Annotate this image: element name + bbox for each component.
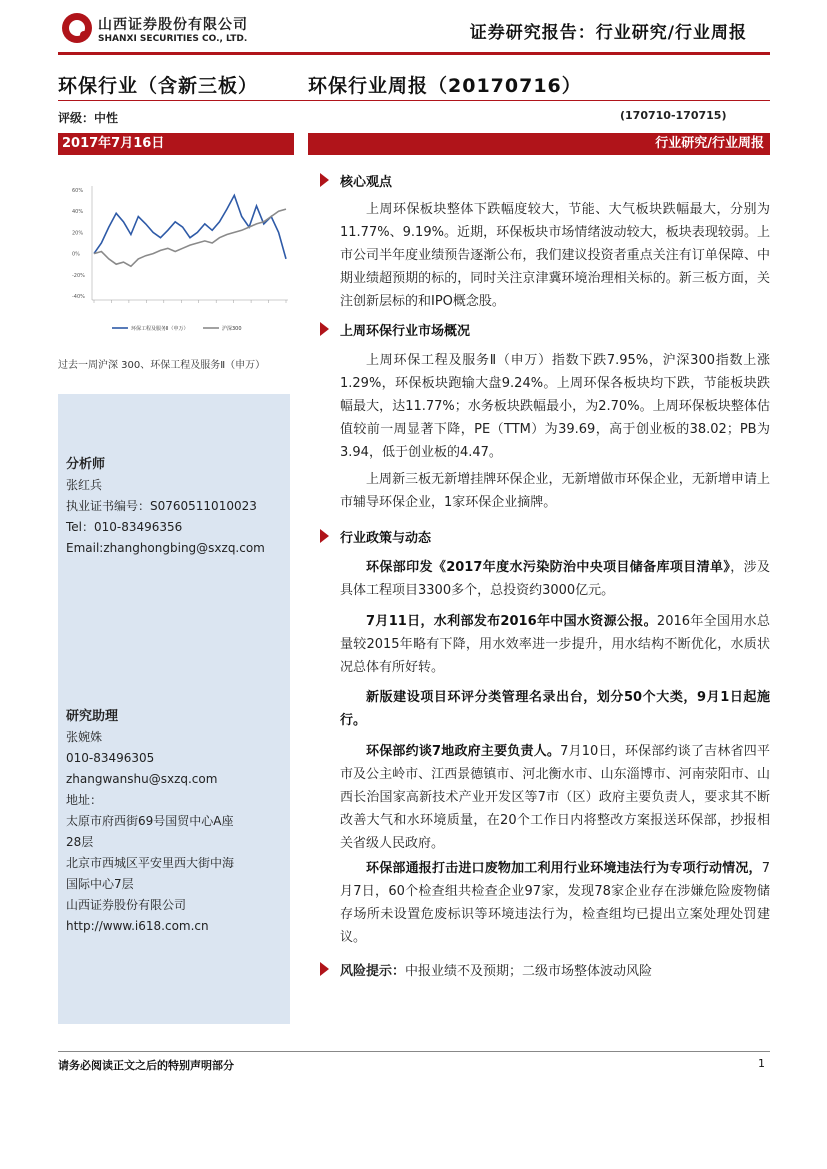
header-rule <box>58 52 770 55</box>
section-market-heading: 上周环保行业市场概况 <box>340 320 470 339</box>
title-rule <box>58 100 770 101</box>
company-logo <box>62 13 92 43</box>
report-category: 行业研究/行业周报 <box>308 133 770 155</box>
y-tick-label: 0% <box>72 251 80 258</box>
analyst-panel <box>58 394 290 1024</box>
address-label: 地址： <box>66 793 103 807</box>
section-policy-heading: 行业政策与动态 <box>340 527 431 546</box>
policy-item-4: 环保部约谈7地政府主要负责人。7月10日，环保部约谈了吉林省四平市及公主岭市、江西景德镇市、河北衡水市、山东淄博市、河南荥阳市、山西长治国家高新技术产业开发区等7市（区）政府主要负责人，要求其不断改善大气和水环境质量，在20个工作日内将整改方案报送环保部，抄报相关省级人民政府。 <box>340 744 770 851</box>
policy-item-1: 环保部印发《2017年度水污染防治中央项目储备库项目清单》，涉及具体工程项目3300多个，总投资约3000亿元。 <box>340 560 770 598</box>
analyst-tel: Tel：010-83496356 <box>66 520 183 534</box>
section-bullet-icon <box>320 322 329 336</box>
series-line-environment <box>94 195 286 259</box>
market-paragraph-2: 上周新三板无新增挂牌环保企业，无新增做市环保企业，无新增申请上市辅导环保企业，1家环保企业摘牌。 <box>340 472 770 510</box>
y-tick-label: 60% <box>72 188 84 194</box>
analyst-heading: 分析师 <box>66 457 106 472</box>
page-number: 1 <box>758 1057 765 1070</box>
address-1-line-1: 太原市府西街69号国贸中心A座 <box>66 814 234 828</box>
address-1-line-2: 28层 <box>66 835 94 849</box>
section-bullet-icon <box>320 529 329 543</box>
chart-caption: 过去一周沪深 300、环保工程及服务Ⅱ（申万） <box>58 360 266 371</box>
legend-entry-environment: 环保工程及服务Ⅱ（申万） <box>131 326 189 332</box>
footer-rule <box>58 1051 770 1052</box>
assistant-heading: 研究助理 <box>66 709 119 724</box>
assistant-tel: 010-83496305 <box>66 751 155 765</box>
company-url[interactable]: http://www.i618.com.cn <box>66 919 209 933</box>
analyst-name: 张红兵 <box>66 478 103 492</box>
section-bullet-icon <box>320 962 329 976</box>
section-core-heading: 核心观点 <box>340 171 392 190</box>
period: (170710-170715) <box>620 109 727 122</box>
risk-warning: 风险提示：中报业绩不及预期；二级市场整体波动风险 <box>340 960 652 979</box>
assistant-name: 张婉姝 <box>66 730 103 744</box>
policy-item-3: 新版建设项目环评分类管理名录出台，划分50个大类，9月1日起施行。 <box>340 690 770 728</box>
policy-item-2: 7月11日，水利部发布2016年中国水资源公报。2016年全国用水总量较2015年略有下降，用水效率进一步提升，用水结构不断优化，水质状况总体有所好转。 <box>340 614 770 675</box>
assistant-email: zhangwanshu@sxzq.com <box>66 772 218 786</box>
y-tick-label: -20% <box>72 272 85 279</box>
analyst-license: 执业证书编号：S0760511010023 <box>66 499 257 513</box>
legend-entry-hs300: 沪深300 <box>222 326 242 332</box>
address-2-line-2: 国际中心7层 <box>66 877 134 891</box>
performance-chart <box>58 178 294 338</box>
core-paragraph: 上周环保板块整体下跌幅度较大，节能、大气板块跌幅最大，分别为11.77%、9.19%。近期，环保板块市场情绪波动较大，板块表现较弱。上市公司半年度业绩预告逐渐公布，我们建议投资者重点关注有订单保障、中期业绩超预期的标的，同时关注京津冀环境治理相关标的。新三板方面，关注创新层标的和IPO概念股。 <box>340 202 770 309</box>
rating: 评级：中性 <box>58 111 119 125</box>
y-tick-label: -40% <box>72 294 85 300</box>
company-name: 山西证券股份有限公司 <box>66 898 187 912</box>
y-tick-label: 20% <box>72 230 84 237</box>
brand-name-en: SHANXI SECURITIES CO., LTD. <box>98 34 248 44</box>
y-tick-label: 40% <box>72 209 84 216</box>
market-paragraph-1: 上周环保工程及服务Ⅱ（申万）指数下跌7.95%，沪深300指数上涨1.29%，环保板块跑输大盘9.24%。上周环保各板块均下跌，节能板块跌幅最大，达11.77%；水务板块跌幅最小，为2.70%。上周环保板块整体估值较前一周显著下降，PE（TTM）为39.69，高于创业板的38.02；PB为3.94，低于创业板的4.47。 <box>340 353 770 460</box>
report-date: 2017年7月16日 <box>58 133 294 155</box>
industry-name: 环保行业（含新三板） <box>58 75 259 97</box>
section-bullet-icon <box>320 173 329 187</box>
policy-item-5: 环保部通报打击进口废物加工利用行业环境违法行为专项行动情况，7月7日，60个检查组共检查企业97家，发现78家企业存在涉嫌危险废物储存场所未设置危废标识等环境违法行为，检查组均已提出立案处理处罚建议。 <box>340 861 770 945</box>
page-title: 环保行业周报（20170716） <box>308 75 582 97</box>
report-type: 证券研究报告：行业研究/行业周报 <box>469 23 747 43</box>
footer-disclaimer: 请务必阅读正文之后的特别声明部分 <box>58 1059 234 1072</box>
analyst-email: Email:zhanghongbing@sxzq.com <box>66 541 265 555</box>
address-2-line-1: 北京市西城区平安里西大街中海 <box>66 856 235 870</box>
brand-name-cn: 山西证券股份有限公司 <box>98 17 248 33</box>
